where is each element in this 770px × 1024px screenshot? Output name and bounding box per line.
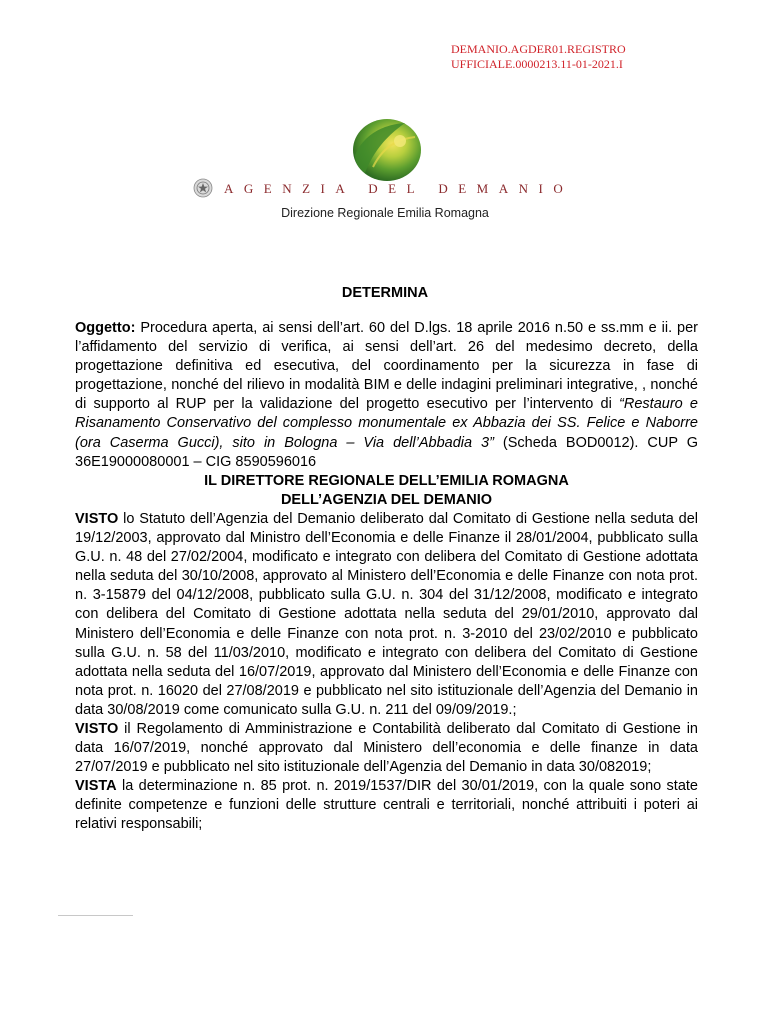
agency-emblem-logo <box>345 117 423 185</box>
protocol-line-2: UFFICIALE.0000213.11-01-2021.I <box>451 57 623 71</box>
oggetto-text-1: Procedura aperta, ai sensi dell’art. 60 del D.lgs. 18 aprile 2016 n.50 e ss.mm e ii. per l’affidamento del servizio di verifica, ai sensi dell’art. 26 del medesimo decreto, della progettazione definitiva ed esecutiva, del coordinamento per la sicurezza in fase di progettazione, nonché del rilievo in modalità BIM e delle indagini preliminari integrative, , nonché di supporto al RUP per la validazione del progetto esecutivo per l’intervento di <box>75 320 698 413</box>
oggetto-paragraph <box>75 319 698 472</box>
paragraph-keyword: VISTO <box>75 510 119 527</box>
protocol-stamp <box>451 42 626 72</box>
republic-seal-icon <box>193 178 213 198</box>
director-heading-1: IL DIRETTORE REGIONALE DELL’EMILIA ROMAGNA <box>204 472 569 489</box>
document-title: DETERMINA <box>341 285 429 301</box>
director-heading-2: DELL’AGENZIA DEL DEMANIO <box>280 491 493 508</box>
visto-regolamento-paragraph <box>75 720 698 777</box>
paragraph-text: il Regolamento di Amministrazione e Contabilità deliberato dal Comitato di Gestione in data 16/07/2019, nonché approvato dal Ministero dell’economia e delle finanze in data 27/07/2019 e pubblicato nel sito istituzionale dell’Agenzia del Demanio in data 30/082019; <box>75 720 698 776</box>
paragraph-keyword: VISTO <box>75 720 119 737</box>
oggetto-italic-title: “Restauro e Risanamento Conservativo del complesso monumentale ex Abbazia dei SS. Felice e Naborre (ora Caserma Gucci), sito in Bologna – Via dell’Abbadia 3” <box>75 396 698 451</box>
paragraph-text: la determinazione n. 85 prot. n. 2019/1537/DIR del 30/01/2019, con la quale sono state definite competenze e funzioni delle strutture centrali e territoriali, nonché attribuiti i poteri ai relativi responsabili; <box>75 778 698 833</box>
footnote-divider <box>58 915 133 916</box>
direzione-regionale: Direzione Regionale Emilia Romagna <box>281 206 489 220</box>
protocol-line-1: DEMANIO.AGDER01.REGISTRO <box>451 42 626 56</box>
document-body <box>75 319 698 835</box>
visto-statuto-paragraph <box>75 510 698 720</box>
oggetto-text-2: (Scheda BOD0012). CUP G 36E19000080001 – CIG 8590596016 <box>75 434 698 470</box>
paragraph-text: lo Statuto dell’Agenzia del Demanio deliberato dal Comitato di Gestione nella seduta del 19/12/2003, approvato dal Ministro dell’Economia e delle Finanze il 28/01/2004, pubblicato sulla G.U. n. 48 del 27/02/2004, modificato e integrato con delibera del Comitato di Gestione adottata nella seduta del 30/10/2008, approvato al Ministero dell’Economia e delle Finanze con nota prot. n. 3-15879 del 04/12/2008, pubblicato sulla G.U. n. 304 del 31/12/2008, modificato e integrato con delibera del Comitato di Gestione adottata nella seduta del 29/01/2010, approvato dal Ministero dell’Economia e delle Finanze con nota prot. n. 3-2010 del 23/02/2010 e pubblicato sulla G.U. n. 58 del 11/03/2010, modificato e integrato con delibera del Comitato di Gestione adottata nella seduta del 16/07/2019, approvato dal Ministero dell’Economia e delle Finanze con nota prot. n. 16020 del 27/08/2019 e pubblicato nel sito istituzionale dell’Agenzia del Demanio in data 30/08/2019 come comunicato sulla G.U. n. 211 del 09/09/2019.; <box>75 510 698 718</box>
paragraph-keyword: VISTA <box>75 778 117 795</box>
oggetto-label: Oggetto: <box>75 320 136 336</box>
agency-name: AGENZIA DEL DEMANIO <box>224 181 574 196</box>
vista-determinazione-paragraph <box>75 777 698 834</box>
